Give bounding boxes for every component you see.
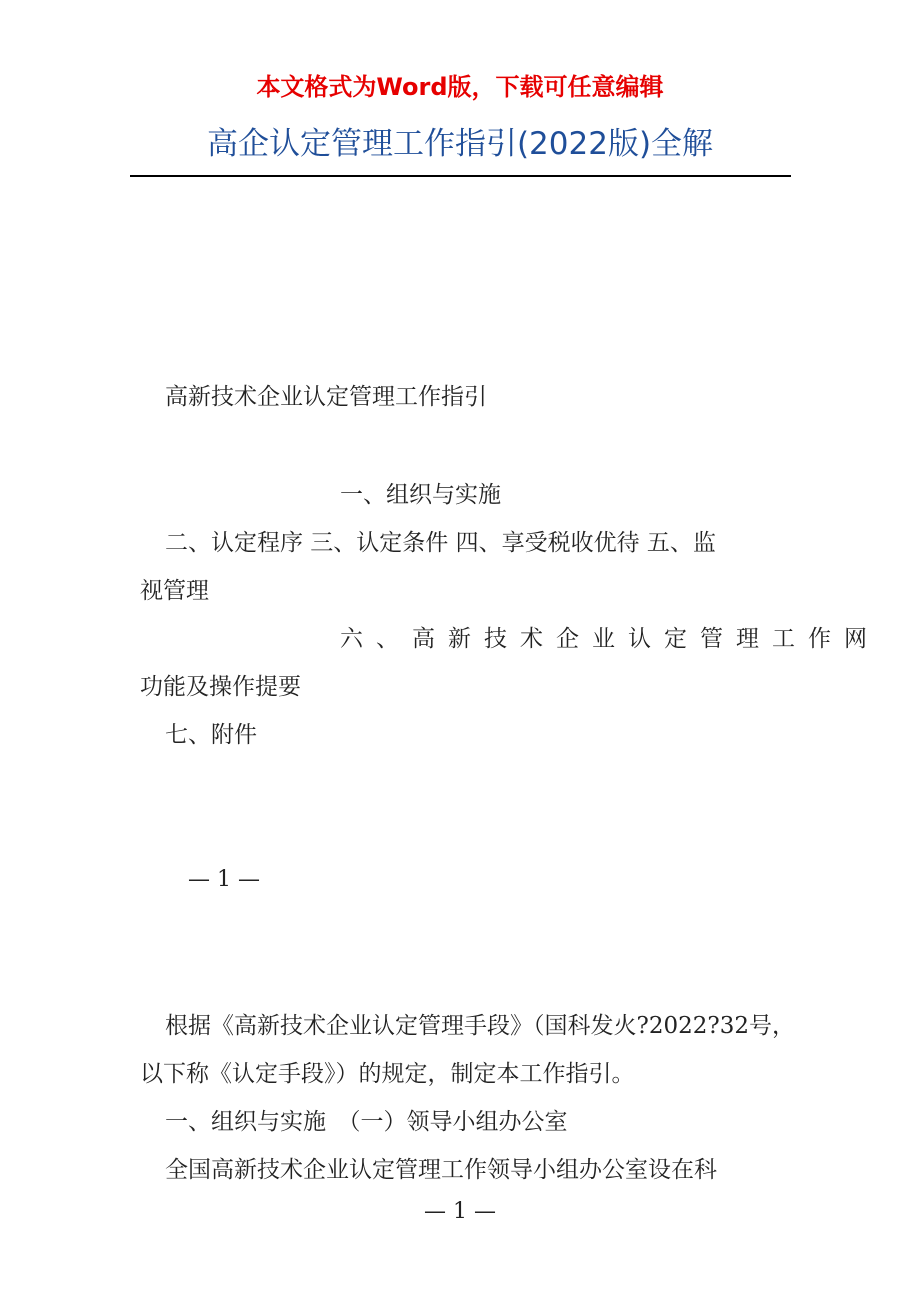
intro-paragraph-line-2: 以下称《认定手段》）的规定，制定本工作指引。: [140, 1061, 635, 1087]
section-1-paragraph: 全国高新技术企业认定管理工作领导小组办公室设在科: [165, 1157, 717, 1183]
toc-items-2-5-continued: 视管理: [140, 578, 209, 604]
toc-item-6-continued: 功能及操作提要: [140, 674, 301, 700]
footer-page-number: — 1 —: [424, 1199, 496, 1224]
toc-heading: 高新技术企业认定管理工作指引: [165, 384, 487, 410]
page-marker: — 1 —: [188, 867, 260, 892]
toc-items-2-5: 二、认定程序 三、认定条件 四、享受税收优待 五、监: [165, 530, 716, 556]
toc-item-1: 一、组织与实施: [340, 482, 501, 508]
format-notice: 本文格式为Word版，下载可任意编辑: [256, 73, 664, 101]
intro-paragraph-line-1: 根据《高新技术企业认定管理手段》（国科发火?2022?32号，: [165, 1013, 795, 1039]
toc-item-7: 七、附件: [165, 722, 257, 748]
title-divider: [130, 175, 791, 177]
toc-item-6: 六、高新技术企业认定管理工作网: [340, 626, 880, 652]
section-heading-1: 一、组织与实施 （一）领导小组办公室: [165, 1109, 568, 1135]
document-title: 高企认定管理工作指引(2022版)全解: [206, 126, 714, 162]
